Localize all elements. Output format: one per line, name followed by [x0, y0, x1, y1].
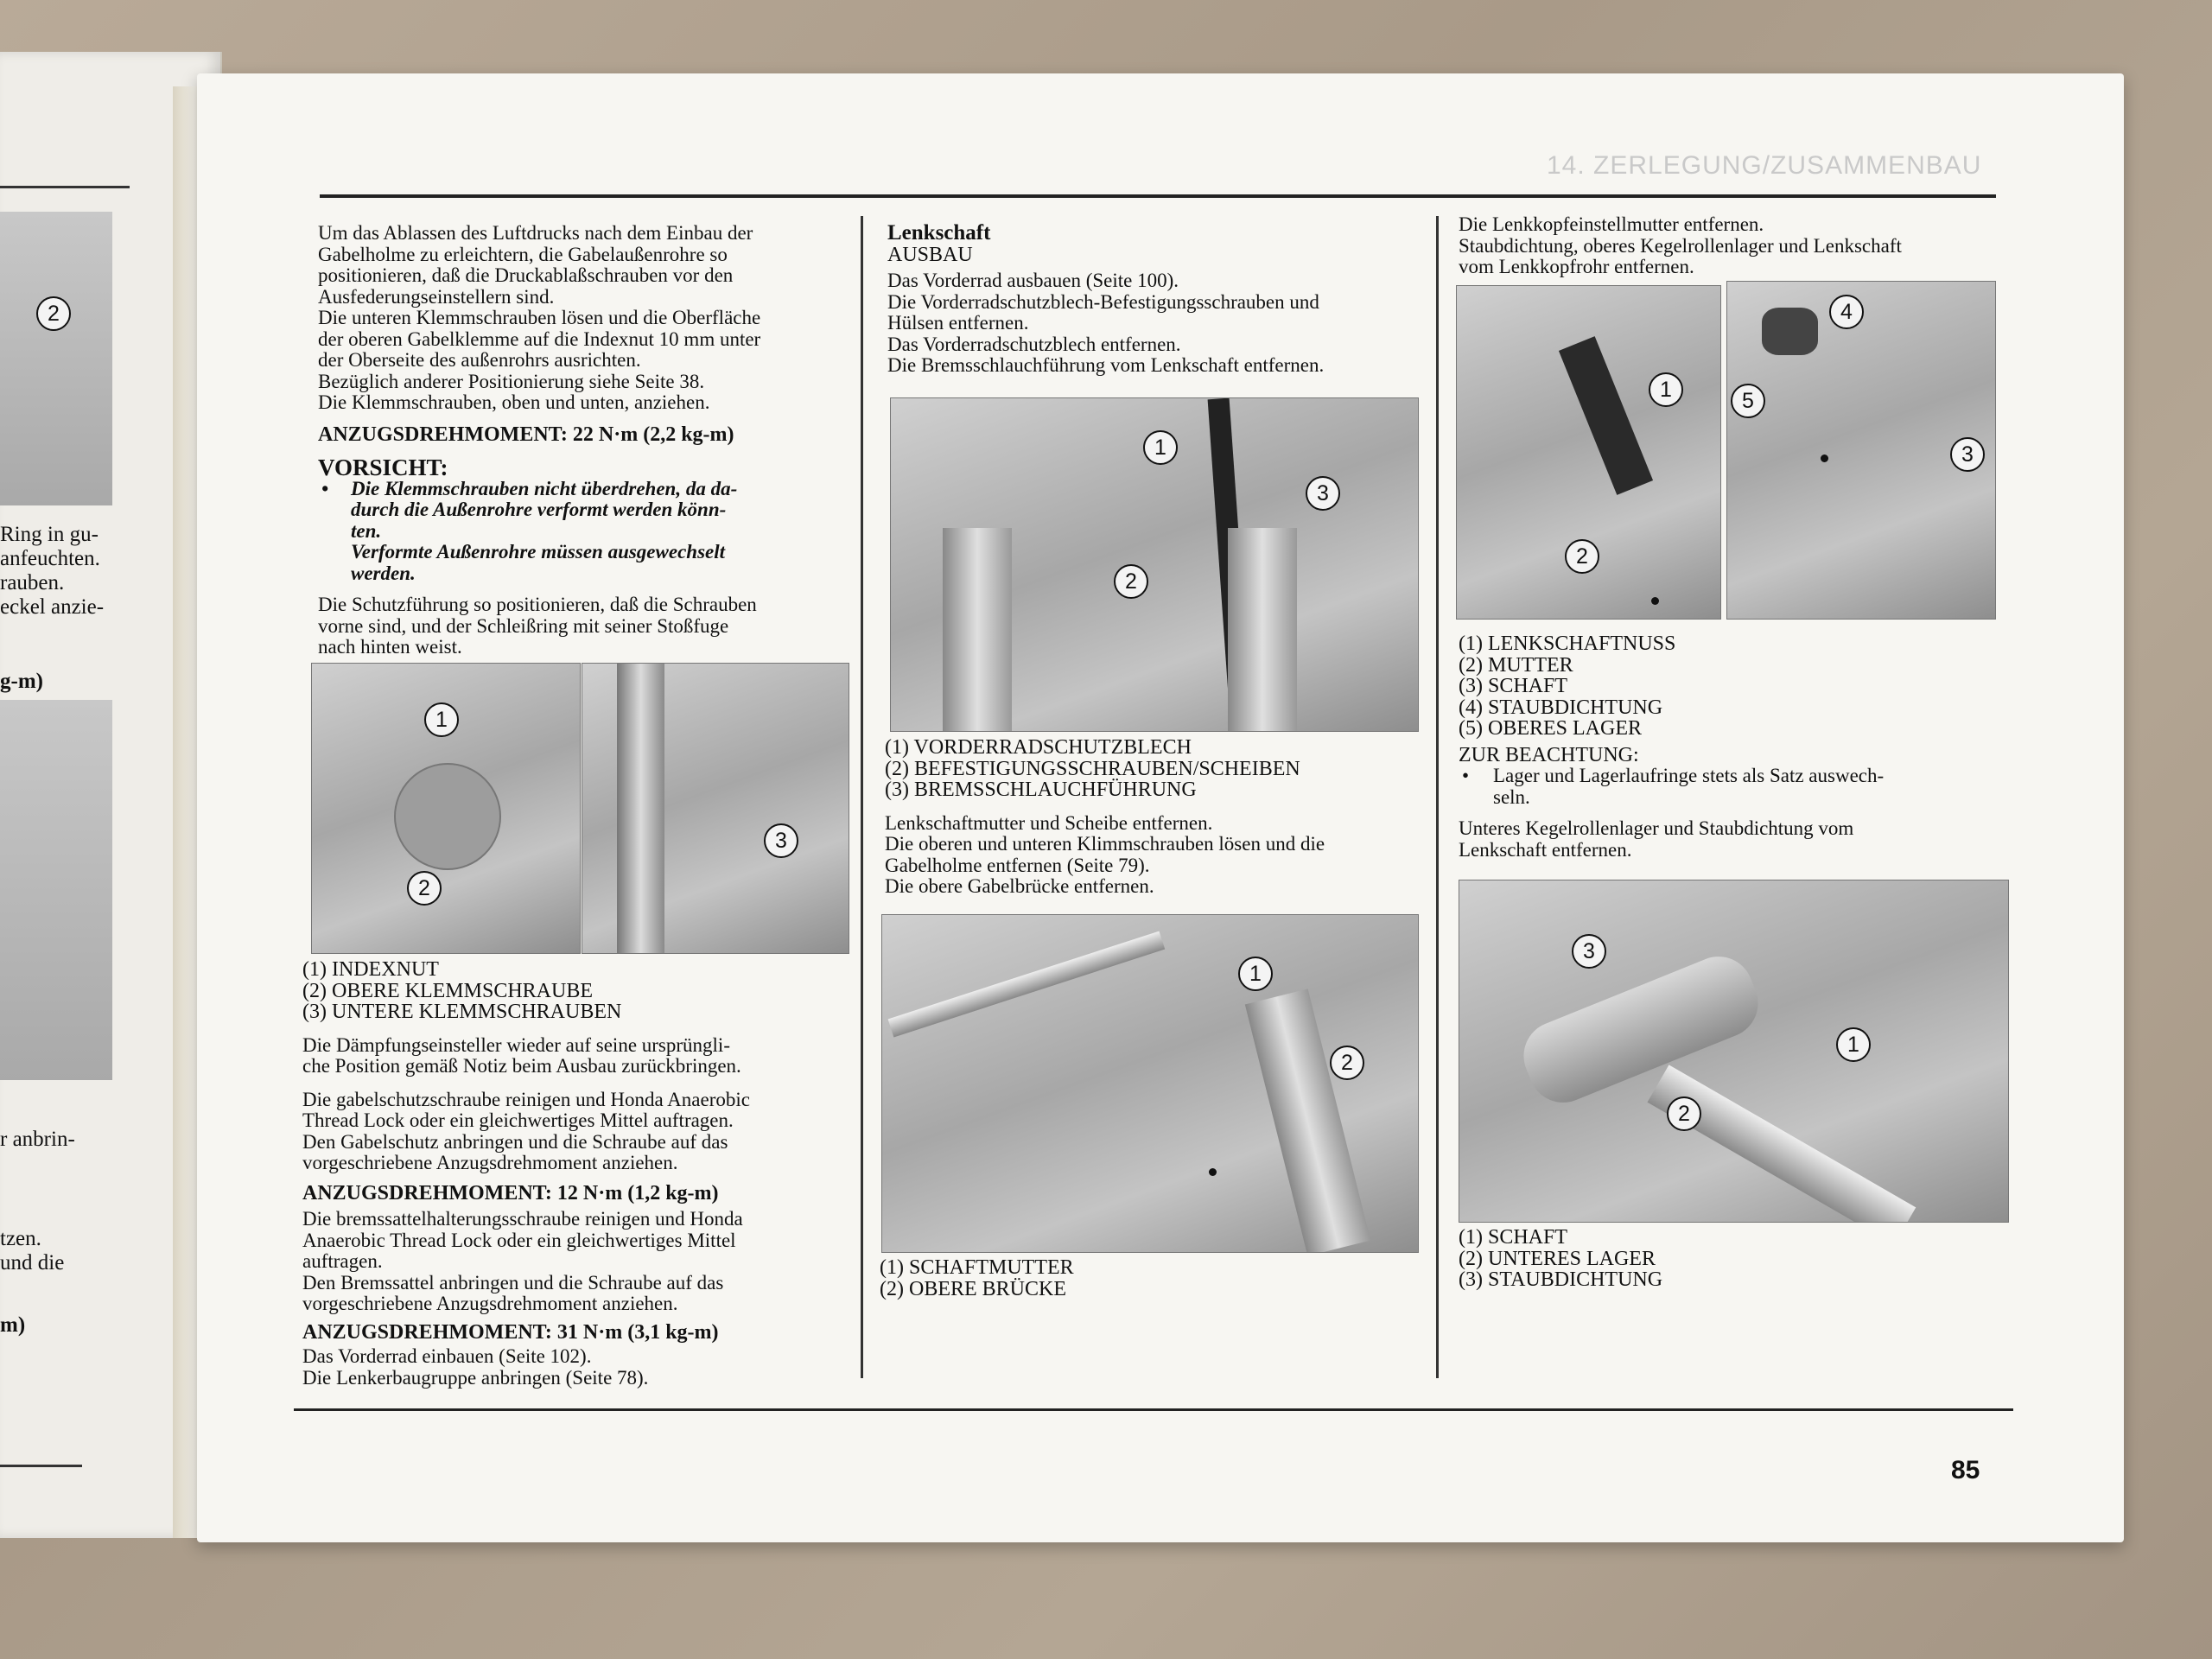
left-photo-callout: 2: [36, 296, 71, 331]
legend-item: (1) LENKSCHAFTNUSS: [1459, 632, 1676, 655]
photo-callout: 3: [1950, 437, 1985, 472]
torque-spec: ANZUGSDREHMOMENT: 22 N·m (2,2 kg-m): [318, 423, 734, 446]
text-line: vorgeschriebene Anzugsdrehmoment anziehen.: [302, 1152, 678, 1173]
text-line: der oberen Gabelklemme auf die Indexnut 10 mm unter: [318, 327, 761, 350]
text-line: Thread Lock oder ein gleichwertiges Mittel auftragen.: [302, 1109, 734, 1131]
text-line: Unteres Kegelrollenlager und Staubdichtung vom: [1459, 817, 1854, 839]
fork-tube-shape: [617, 664, 664, 953]
text-line: auftragen.: [302, 1250, 383, 1272]
left-page-photo-bottom: [0, 700, 112, 1080]
legend-item: (3) BREMSSCHLAUCHFÜHRUNG: [885, 779, 1197, 801]
text-line: durch die Außenrohre verformt werden könn-: [351, 499, 727, 520]
text-line: Das Vorderradschutzblech entfernen.: [887, 333, 1181, 355]
left-text-fragment: rauben.: [0, 571, 65, 594]
text-line: che Position gemäß Notiz beim Ausbau zurückbringen.: [302, 1055, 741, 1077]
text-line: Die Schutzführung so positionieren, daß die Schrauben: [318, 594, 757, 615]
bullet-icon: •: [1462, 765, 1470, 786]
section-subtitle: AUSBAU: [887, 243, 973, 266]
text-line: Die Dämpfungseinsteller wieder auf seine ursprüngli-: [302, 1033, 730, 1056]
torque-spec: ANZUGSDREHMOMENT: 31 N·m (3,1 kg-m): [302, 1320, 719, 1344]
note-title: ZUR BEACHTUNG:: [1459, 743, 1639, 766]
text-line: Die Klemmschrauben nicht überdrehen, da da-: [351, 477, 738, 499]
text-line: vorne sind, und der Schleißring mit seiner Stoßfuge: [318, 614, 729, 637]
legend-item: (3) SCHAFT: [1459, 675, 1568, 697]
paragraph: [302, 1209, 847, 1315]
left-text-fragment: eckel anzie-: [0, 595, 105, 619]
text-line: vorgeschriebene Anzugsdrehmoment anziehen.: [302, 1293, 678, 1314]
photo-fork-clamp: [311, 663, 581, 954]
photo-callout: 3: [1572, 934, 1606, 969]
photo-callout: 2: [407, 871, 442, 906]
left-text-fragment: g-m): [0, 670, 43, 693]
paragraph: [302, 1090, 847, 1174]
photo-callout: 1: [1649, 372, 1683, 407]
marker-dot: [1821, 454, 1828, 462]
text-line: Die Lenkkopfeinstellmutter entfernen.: [1459, 213, 1764, 235]
column-2-middle: [885, 737, 1425, 898]
header-rule: [320, 194, 1996, 198]
torque-spec: ANZUGSDREHMOMENT: 12 N·m (1,2 kg-m): [302, 1181, 719, 1205]
photo-callout: 2: [1114, 564, 1148, 599]
left-text-fragment: r anbrin-: [0, 1128, 75, 1151]
legend-item: (2) OBERE BRÜCKE: [880, 1277, 1066, 1300]
text-line: Bezüglich anderer Positionierung siehe Seite 38.: [318, 370, 705, 392]
text-line: Die gabelschutzschraube reinigen und Honda Anaerobic: [302, 1088, 750, 1110]
text-line: Den Bremssattel anbringen und die Schraube auf das: [302, 1271, 724, 1294]
clamp-shape: [394, 763, 501, 870]
stem-shaft-shape: [1648, 1065, 1916, 1223]
paragraph: [318, 594, 849, 658]
legend-item: (1) SCHAFTMUTTER: [880, 1256, 1074, 1279]
marker-dot: [1651, 597, 1659, 605]
caution-title: VORSICHT:: [318, 454, 448, 480]
column-3-middle: [1459, 633, 2012, 861]
fork-tube-shape: [943, 528, 1012, 731]
photo-callout: 2: [1330, 1046, 1364, 1080]
column-divider: [861, 216, 863, 1378]
column-1: [318, 223, 849, 658]
text-line: Den Gabelschutz anbringen und die Schraube auf das: [302, 1130, 728, 1153]
column-1-lower: [302, 959, 847, 1389]
footer-rule: [294, 1408, 2013, 1411]
legend-item: (4) STAUBDICHTUNG: [1459, 696, 1663, 719]
page-number: 85: [1951, 1456, 1980, 1484]
text-line: Hülsen entfernen.: [887, 312, 1029, 334]
bearing-shape: [1762, 308, 1818, 355]
fork-tube-shape: [1245, 988, 1370, 1253]
paragraph: [887, 270, 1427, 377]
text-line: Verformte Außenrohre müssen ausgewechselt: [351, 541, 726, 563]
wrench-shape: [888, 931, 1166, 1038]
text-line: werden.: [351, 562, 416, 584]
left-text-fragment: m): [0, 1313, 26, 1337]
photo-steering-stem: [1459, 880, 2009, 1223]
paragraph: [1459, 214, 2012, 278]
photo-callout: 1: [1238, 957, 1273, 991]
left-page-bottom-rule: [0, 1465, 82, 1467]
column-2: [887, 223, 1427, 377]
photo-callout: 5: [1731, 384, 1765, 418]
photo-stem-bearing: [1726, 281, 1996, 620]
text-line: Gabelholme zu erleichtern, die Gabelaußenrohre so: [318, 243, 728, 265]
legend-item: (2) OBERE KLEMMSCHRAUBE: [302, 979, 594, 1002]
legend-item: (3) UNTERE KLEMMSCHRAUBEN: [302, 1001, 622, 1023]
figure-legend: [302, 959, 847, 1023]
text-line: Ausfederungseinstellern sind.: [318, 285, 555, 308]
column-2-lower: [880, 1257, 1415, 1300]
legend-item: (2) UNTERES LAGER: [1459, 1247, 1656, 1270]
text-line: Die Vorderradschutzblech-Befestigungsschrauben und: [887, 290, 1319, 313]
note-text: [1459, 766, 2012, 808]
photo-lower-clamp: [582, 663, 849, 954]
socket-tool-shape: [1559, 336, 1653, 495]
figure-legend: [1459, 1227, 2012, 1291]
text-line: Die Klemmschrauben, oben und unten, anziehen.: [318, 391, 710, 413]
column-3: [1459, 214, 2012, 278]
photo-callout: 1: [1836, 1027, 1871, 1062]
column-3-lower: [1459, 1227, 2012, 1291]
photo-callout: 1: [1143, 430, 1178, 465]
legend-item: (2) BEFESTIGUNGSSCHRAUBEN/SCHEIBEN: [885, 757, 1300, 780]
text-line: Die obere Gabelbrücke entfernen.: [885, 875, 1154, 897]
paragraph: [1459, 818, 2012, 861]
figure-legend: [885, 737, 1425, 801]
legend-item: (1) INDEXNUT: [302, 958, 439, 981]
paragraph: [302, 1346, 847, 1389]
photo-callout: 3: [764, 823, 798, 858]
photo-front-fender: [890, 397, 1419, 732]
marker-dot: [1209, 1168, 1217, 1176]
text-line: Um das Ablassen des Luftdrucks nach dem Einbau der: [318, 222, 753, 244]
text-line: seln.: [1493, 785, 1530, 808]
photo-callout: 2: [1667, 1096, 1701, 1131]
photo-callout: 1: [424, 702, 459, 737]
section-title: Lenkschaft: [887, 221, 991, 245]
left-text-fragment: und die: [0, 1251, 65, 1274]
text-line: Das Vorderrad ausbauen (Seite 100).: [887, 270, 1179, 291]
text-line: Die oberen und unteren Klimmschrauben lösen und die: [885, 833, 1325, 855]
text-line: Gabelholme entfernen (Seite 79).: [885, 854, 1150, 876]
paragraph: [318, 223, 849, 414]
legend-item: (3) STAUBDICHTUNG: [1459, 1268, 1663, 1291]
photo-callout: 2: [1565, 539, 1599, 574]
paragraph: [302, 1035, 847, 1077]
paragraph: [885, 813, 1425, 898]
caution-text: [318, 479, 849, 585]
text-line: Die Bremsschlauchführung vom Lenkschaft entfernen.: [887, 354, 1325, 376]
text-line: Die unteren Klemmschrauben lösen und die Oberfläche: [318, 307, 761, 328]
text-line: nach hinten weist.: [318, 636, 462, 658]
figure-legend: [880, 1257, 1415, 1300]
legend-item: (1) VORDERRADSCHUTZBLECH: [885, 736, 1192, 759]
photo-callout: 4: [1829, 295, 1864, 329]
text-line: Die bremssattelhalterungsschraube reinigen und Honda: [302, 1208, 743, 1230]
bottom-bridge-shape: [1513, 946, 1768, 1113]
text-line: vom Lenkkopfrohr entfernen.: [1459, 256, 1694, 277]
photo-callout: 3: [1306, 476, 1340, 511]
text-line: Lager und Lagerlaufringe stets als Satz auswech-: [1493, 765, 1885, 786]
text-line: Staubdichtung, oberes Kegelrollenlager und Lenkschaft: [1459, 234, 1902, 257]
photo-stem-socket: [1456, 285, 1721, 620]
text-line: der Oberseite des außenrohrs ausrichten.: [318, 349, 641, 371]
left-page-photo-top: [0, 212, 112, 505]
legend-item: (2) MUTTER: [1459, 653, 1573, 677]
legend-item: (5) OBERES LAGER: [1459, 717, 1642, 740]
text-line: ten.: [351, 519, 382, 542]
text-line: positionieren, daß die Druckablaßschrauben vor den: [318, 264, 734, 286]
text-line: Das Vorderrad einbauen (Seite 102).: [302, 1345, 592, 1367]
text-line: Lenkschaftmutter und Scheibe entfernen.: [885, 811, 1213, 834]
left-text-fragment: anfeuchten.: [0, 547, 100, 570]
fork-tube-shape: [1228, 528, 1297, 731]
left-text-fragment: tzen.: [0, 1227, 41, 1250]
chapter-header: 14. ZERLEGUNG/ZUSAMMENBAU: [1547, 151, 1982, 180]
left-text-fragment: Ring in gu-: [0, 523, 99, 546]
column-divider: [1436, 216, 1439, 1378]
legend-item: (1) SCHAFT: [1459, 1226, 1568, 1249]
left-page-top-rule: [0, 186, 130, 188]
figure-legend: [1459, 633, 2012, 740]
text-line: Lenkschaft entfernen.: [1459, 838, 1632, 861]
photo-stem-nut: [881, 914, 1419, 1253]
text-line: Die Lenkerbaugruppe anbringen (Seite 78).: [302, 1366, 649, 1389]
bullet-icon: •: [321, 477, 329, 499]
text-line: Anaerobic Thread Lock oder ein gleichwertiges Mittel: [302, 1229, 736, 1251]
